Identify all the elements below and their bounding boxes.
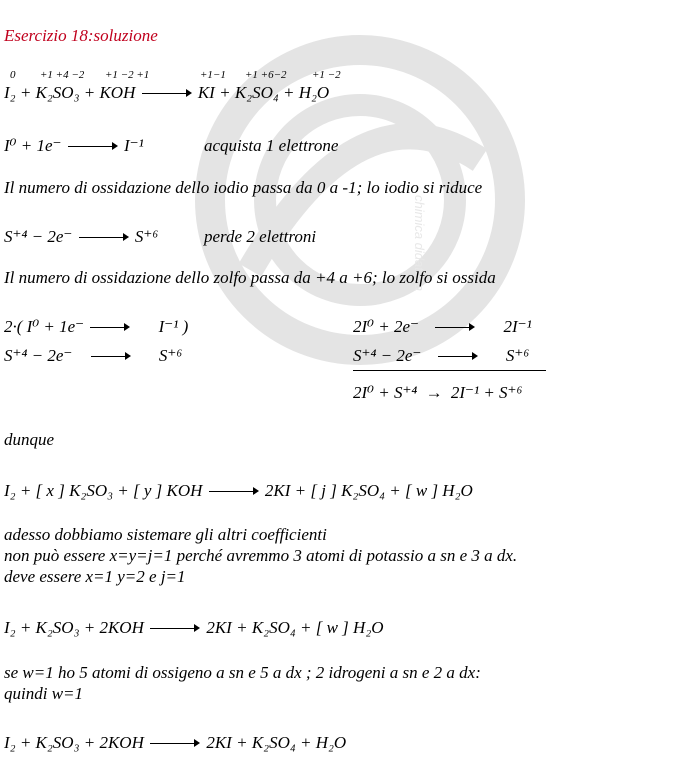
ox-number-ki: +1−1 <box>200 69 226 81</box>
sum-arrow: → <box>425 383 443 402</box>
equation-4-rhs: 2KI + K₂SO₄ + H₂O <box>206 733 347 752</box>
combo-sum <box>353 384 522 401</box>
equation-1-products: KI + K₂SO₄ + H₂O <box>197 83 330 102</box>
text-coeff-3: deve essere x=1 y=2 e j=1 <box>4 567 186 586</box>
text-w-2: quindi w=1 <box>4 684 84 703</box>
ox-number-koh: +1 −2 +1 <box>105 69 150 81</box>
combo-left1-rhs: I⁻¹ ) <box>158 317 189 336</box>
equation-3 <box>4 619 384 636</box>
text-sulfur: Il numero di ossidazione dello zolfo passa da +4 a +6; lo zolfo si ossida <box>4 268 496 287</box>
ox-number-h2o: +1 −2 <box>312 69 341 81</box>
combo-sum-rhs: 2I⁻¹ + S⁺⁶ <box>450 383 523 402</box>
text-dunque: dunque <box>4 430 55 449</box>
combo-right-line-2 <box>353 347 529 364</box>
combo-right-line-1 <box>353 318 532 335</box>
equation-4 <box>4 734 346 751</box>
watermark-text: chimica didattica <box>412 195 427 292</box>
equation-2-lhs: I₂ + [ x ] K₂SO₃ + [ y ] KOH <box>4 481 203 500</box>
combo-right1-lhs: 2I⁰ + 2e⁻ <box>353 317 419 336</box>
reaction-arrow <box>142 89 192 99</box>
equation-1 <box>4 84 329 101</box>
combo-right2-rhs: S⁺⁶ <box>505 346 530 365</box>
half-sulfur-lhs: S⁺⁴ − 2e⁻ <box>4 227 73 246</box>
combo-left-line-1 <box>4 318 188 335</box>
half-sulfur-rhs: S⁺⁶ <box>134 227 159 246</box>
ox-number-k2so3: +1 +4 −2 <box>40 69 85 81</box>
equation-3-lhs: I₂ + K₂SO₃ + 2KOH <box>4 618 144 637</box>
reaction-arrow <box>150 739 200 749</box>
equation-3-rhs: 2KI + K₂SO₄ + [ w ] H₂O <box>206 618 384 637</box>
combo-right2-lhs: S⁺⁴ − 2e⁻ <box>353 346 422 365</box>
equation-1-reactants: I₂ + K₂SO₃ + KOH <box>4 83 136 102</box>
combo-left2-rhs: S⁺⁶ <box>158 346 183 365</box>
equation-4-lhs: I₂ + K₂SO₃ + 2KOH <box>4 733 144 752</box>
combo-left-line-2 <box>4 347 182 364</box>
combo-left1-lhs: 2·( I⁰ + 1e⁻ <box>4 317 85 336</box>
half-iodine-rhs: I⁻¹ <box>123 136 144 155</box>
combo-left2-lhs: S⁺⁴ − 2e⁻ <box>4 346 73 365</box>
reaction-arrow <box>150 624 200 634</box>
equation-2 <box>4 482 473 499</box>
text-coeff-1: adesso dobbiamo sistemare gli altri coefficienti <box>4 525 327 544</box>
reaction-arrow <box>79 233 129 243</box>
ox-number-i2: 0 <box>10 69 16 81</box>
reaction-arrow <box>435 323 475 333</box>
reaction-arrow <box>209 487 259 497</box>
reaction-arrow <box>91 352 131 362</box>
half-iodine-lhs: I⁰ + 1e⁻ <box>4 136 62 155</box>
page-title: Esercizio 18:soluzione <box>4 26 158 45</box>
text-coeff-2: non può essere x=y=j=1 perché avremmo 3 atomi di potassio a sn e 3 a dx. <box>4 546 518 565</box>
half-sulfur-note: perde 2 elettroni <box>204 227 317 246</box>
equation-2-rhs: 2KI + [ j ] K₂SO₄ + [ w ] H₂O <box>264 481 473 500</box>
combo-right1-rhs: 2I⁻¹ <box>503 317 532 336</box>
reaction-arrow <box>90 323 130 333</box>
half-reaction-iodine <box>4 137 144 154</box>
sum-line <box>353 370 546 371</box>
text-iodine: Il numero di ossidazione dello iodio passa da 0 a -1; lo iodio si riduce <box>4 178 483 197</box>
ox-number-k2so4: +1 +6−2 <box>245 69 287 81</box>
reaction-arrow <box>438 352 478 362</box>
text-w-1: se w=1 ho 5 atomi di ossigeno a sn e 5 a dx ; 2 idrogeni a sn e 2 a dx: <box>4 663 481 682</box>
combo-sum-lhs: 2I⁰ + S⁺⁴ <box>353 383 418 402</box>
half-reaction-sulfur <box>4 228 158 245</box>
half-iodine-note: acquista 1 elettrone <box>204 136 339 155</box>
reaction-arrow <box>68 142 118 152</box>
